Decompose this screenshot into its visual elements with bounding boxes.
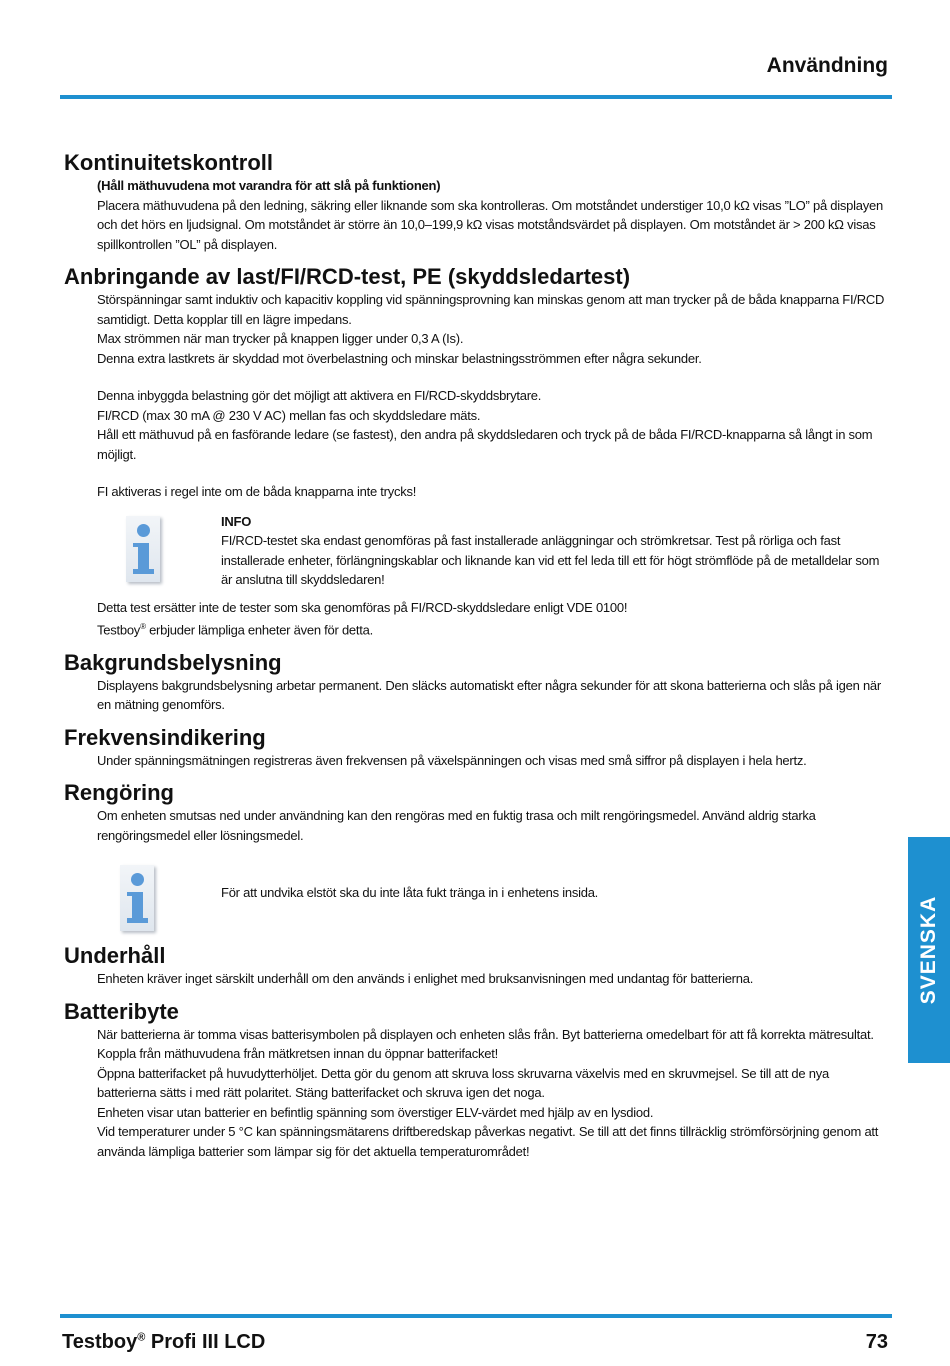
page-content xyxy=(64,150,886,1161)
section-title: Rengöring xyxy=(64,780,174,806)
paragraph: Denna extra lastkrets är skyddad mot överbelastning och minskar belastningsströmmen efter några sekunder. xyxy=(97,350,702,366)
section-title: Bakgrundsbelysning xyxy=(64,649,282,675)
section-subtitle: (Håll mäthuvudena mot varandra för att slå på funktionen) xyxy=(97,178,441,193)
section-batteribyte xyxy=(64,999,886,1162)
section-title: Underhåll xyxy=(64,943,166,969)
paragraph: Störspänningar samt induktiv och kapacitiv koppling vid spänningsprovning kan minskas genom att man trycker på de båda knapparna FI/RCD samtidigt. Detta kopplar till en lägre impedans. xyxy=(97,292,885,327)
page-number: 73 xyxy=(865,1331,888,1353)
header-divider xyxy=(60,95,892,99)
paragraph: Om enheten smutsas ned under användning kan den rengöras med en fuktig trasa och milt rengöringsmedel. Använd aldrig starka rengöringsmedel eller lösningsmedel. xyxy=(97,808,816,843)
section-title: Frekvensindikering xyxy=(64,724,266,750)
info-note xyxy=(64,512,886,590)
paragraph: Koppla från mäthuvudena från mätkretsen innan du öppnar batterifacket! xyxy=(97,1046,498,1062)
paragraph: Displayens bakgrundsbelysning arbetar permanent. Den släcks automatiskt efter några sekunder för att skona batterierna och slås på igen när en mätning genomförs. xyxy=(97,677,881,713)
info-icon xyxy=(120,865,154,931)
paragraph: Detta test ersätter inte de tester som ska genomföras på FI/RCD-skyddsledare enligt VDE 0100! xyxy=(97,599,628,615)
section-rengoring xyxy=(64,780,886,933)
info-label: INFO xyxy=(221,513,252,529)
paragraph: Placera mäthuvudena på den ledning, säkring eller liknande som ska kontrolleras. Om motståndet understiger 10,0 kΩ visas ”LO” på displayen och det hörs en ljudsignal. Om motståndet är större än 10,0–199,9 kΩ visas motståndsvärdet på displayen. Om motståndet är > 200 kΩ visas spillkontrollen ”OL” på displayen. xyxy=(97,197,883,252)
language-tab xyxy=(908,837,950,1063)
info-note xyxy=(64,855,886,933)
section-bakgrundsbelysning xyxy=(64,650,886,715)
footer-product-name: Testboy® Profi III LCD xyxy=(62,1331,266,1353)
footer-divider xyxy=(60,1314,892,1318)
section-title: Batteribyte xyxy=(64,998,179,1024)
section-title: Anbringande av last/FI/RCD-test, PE (skyddsledartest) xyxy=(64,264,631,289)
info-text: För att undvika elstöt ska du inte låta fukt tränga in i enhetens insida. xyxy=(221,885,599,901)
paragraph: Enheten visar utan batterier en befintlig spänning som överstiger ELV-värdet med hjälp av en lysdiod. xyxy=(97,1104,654,1120)
paragraph: Öppna batterifacket på huvudytterhöljet. Detta gör du genom att skruva loss skruvarna växelvis med en skruvmejsel. Se till att de nya batterierna sätts i med rätt polaritet. Stäng batterifacket och skruva igen det noga. xyxy=(97,1065,829,1101)
running-header-title: Användning xyxy=(766,54,888,77)
paragraph: FI aktiveras i regel inte om de båda knapparna inte trycks! xyxy=(97,484,417,499)
paragraph: Enheten kräver inget särskilt underhåll om den används i enlighet med bruksanvisningen med undantag för batterierna. xyxy=(97,971,754,987)
paragraph: Vid temperaturer under 5 °C kan spänningsmätarens driftberedskap påverkas negativt. Se till att det finns tillräcklig strömförsörjning genom att använda lämpliga batterier som lämpar sig för det aktuella temperaturområdet! xyxy=(97,1124,879,1159)
section-kontinuitetskontroll xyxy=(64,150,886,254)
language-tab-label: SVENSKA xyxy=(917,895,940,1005)
paragraph: Håll ett mäthuvud på en fasförande ledare (se fastest), den andra på skyddsledaren och tryck på de båda FI/RCD-knapparna så långt in som möjligt. xyxy=(97,427,873,462)
info-text: FI/RCD-testet ska endast genomföras på fast installerade anläggningar och strömkretsar. Test på rörliga och fast installerade enheter, förlängningskablar och liknande kan vid ett fel leda till ett för högt strömflöde på de metalldelar som är anslutna till skyddsledaren! xyxy=(221,533,880,587)
section-underhall xyxy=(64,943,886,989)
paragraph: Denna inbyggda belastning gör det möjligt att aktivera en FI/RCD-skyddsbrytare. xyxy=(97,388,542,403)
paragraph: Under spänningsmätningen registreras även frekvensen på växelspänningen och visas med små siffror på displayen i hela hertz. xyxy=(97,752,807,768)
paragraph: FI/RCD (max 30 mA @ 230 V AC) mellan fas och skyddsledare mäts. xyxy=(97,407,481,423)
section-anbringande xyxy=(64,264,886,640)
paragraph: Max strömmen när man trycker på knappen ligger under 0,3 A (Is). xyxy=(97,331,464,346)
section-frekvensindikering xyxy=(64,725,886,771)
paragraph: Testboy® erbjuder lämpliga enheter även för detta. xyxy=(97,622,373,638)
info-icon xyxy=(126,516,160,582)
paragraph: När batterierna är tomma visas batterisymbolen på displayen och enheten slås från. Byt batterierna omedelbart för att få korrekta mätresultat. xyxy=(97,1026,874,1042)
section-title: Kontinuitetskontroll xyxy=(64,150,273,175)
